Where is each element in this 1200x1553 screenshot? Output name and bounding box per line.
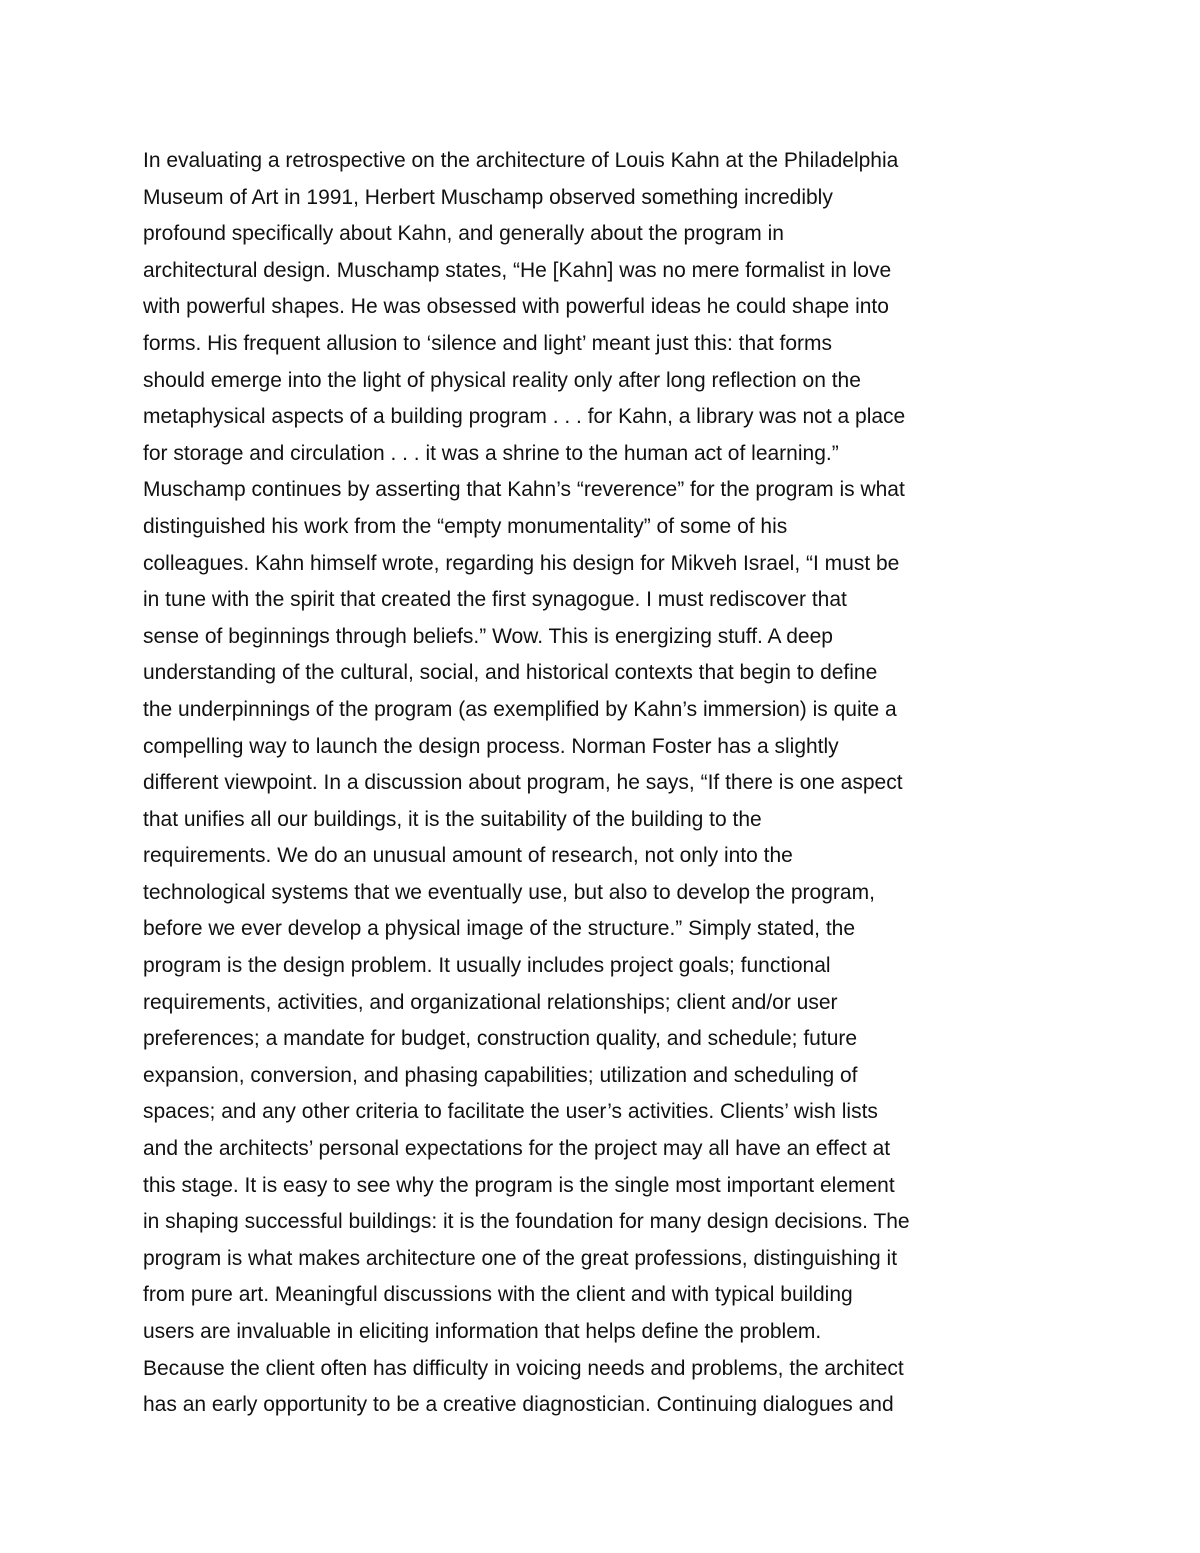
text-line: that unifies all our buildings, it is the suitability of the building to the [143,807,762,831]
text-line: metaphysical aspects of a building program . . . for Kahn, a library was not a place [143,405,906,429]
text-line: program is the design problem. It usually includes project goals; functional [143,954,831,978]
text-line: requirements. We do an unusual amount of research, not only into the [143,844,793,868]
text-line: Museum of Art in 1991, Herbert Muschamp observed something incredibly [143,185,833,209]
text-line: in shaping successful buildings: it is the foundation for many design decisions. The [143,1210,910,1234]
text-line: in tune with the spirit that created the first synagogue. I must rediscover that [143,588,847,612]
text-line: technological systems that we eventually use, but also to develop the program, [143,880,875,904]
text-line: forms. His frequent allusion to ‘silence and light’ meant just this: that forms [143,331,833,355]
text-line: understanding of the cultural, social, and historical contexts that begin to define [143,661,878,685]
text-line: users are invaluable in eliciting information that helps define the problem. [143,1320,822,1343]
text-line: spaces; and any other criteria to facilitate the user’s activities. Clients’ wish lists [143,1100,878,1124]
text-line: from pure art. Meaningful discussions with the client and with typical building [143,1283,853,1307]
text-line: preferences; a mandate for budget, construction quality, and schedule; future [143,1027,858,1051]
text-line: In evaluating a retrospective on the architecture of Louis Kahn at the Philadelphia [143,149,899,172]
text-line: sense of beginnings through beliefs.” Wow. This is energizing stuff. A deep [143,624,833,648]
text-line: requirements, activities, and organizational relationships; client and/or user [143,990,838,1014]
text-line: has an early opportunity to be a creative diagnostician. Continuing dialogues and [143,1393,894,1417]
text-line: Muschamp continues by asserting that Kahn’s “reverence” for the program is what [143,478,905,502]
body-paragraph [143,143,1083,1424]
text-line: distinguished his work from the “empty monumentality” of some of his [143,514,788,538]
text-line: this stage. It is easy to see why the program is the single most important element [143,1173,895,1197]
text-line: program is what makes architecture one of the great professions, distinguishing it [143,1246,898,1270]
text-line: expansion, conversion, and phasing capabilities; utilization and scheduling of [143,1063,858,1087]
text-line: with powerful shapes. He was obsessed with powerful ideas he could shape into [143,295,889,319]
text-line: architectural design. Muschamp states, “He [Kahn] was no mere formalist in love [143,258,892,282]
text-line: before we ever develop a physical image of the structure.” Simply stated, the [143,917,856,941]
text-line: colleagues. Kahn himself wrote, regarding his design for Mikveh Israel, “I must be [143,551,900,575]
text-line: compelling way to launch the design process. Norman Foster has a slightly [143,734,839,758]
text-line: different viewpoint. In a discussion about program, he says, “If there is one aspect [143,771,903,795]
text-line: and the architects’ personal expectations for the project may all have an effect at [143,1137,891,1161]
text-line: for storage and circulation . . . it was a shrine to the human act of learning.” [143,441,839,465]
text-line: the underpinnings of the program (as exemplified by Kahn’s immersion) is quite a [143,697,897,721]
text-line: should emerge into the light of physical reality only after long reflection on the [143,368,861,392]
text-line: Because the client often has difficulty in voicing needs and problems, the architect [143,1356,904,1380]
text-line: profound specifically about Kahn, and generally about the program in [143,222,784,246]
